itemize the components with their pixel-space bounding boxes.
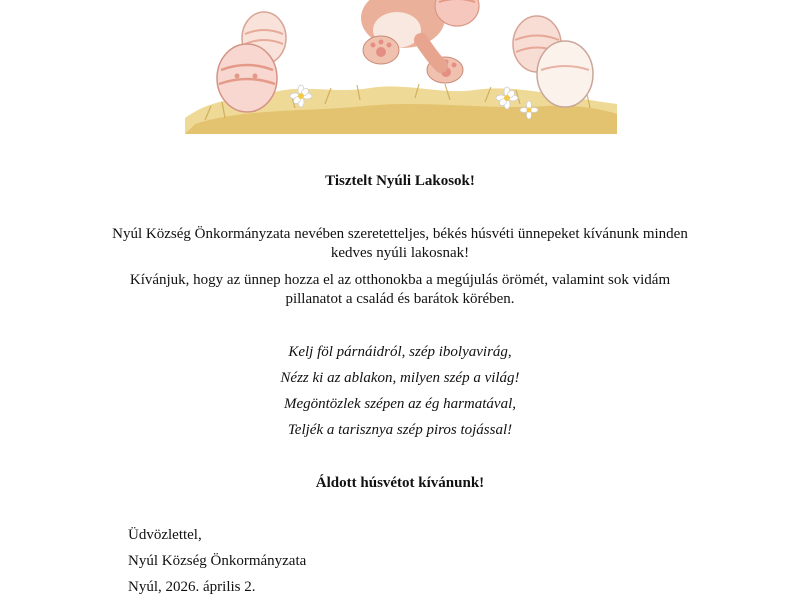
letter-paragraph-2: Kívánjuk, hogy az ünnep hozza el az otthonokba a megújulás örömét, valamint sok vidám pillanatot a család és barátok körében. — [129, 272, 671, 307]
easter-poem — [0, 343, 800, 447]
sender-name: Nyúl Község Önkormányzata — [128, 553, 307, 569]
poem-line: Nézz ki az ablakon, milyen szép a világ! — [280, 370, 520, 386]
closing-text: Üdvözlettel, — [128, 527, 202, 543]
easter-bunny-illustration — [185, 0, 617, 134]
place-and-date: Nyúl, 2026. április 2. — [128, 579, 256, 595]
poem-line: Megöntözlek szépen az ég harmatával, — [283, 396, 517, 412]
easter-illustration — [185, 0, 617, 134]
egg-icon — [537, 41, 593, 107]
poem-line: Teljék a tarisznya szép piros tojással! — [287, 422, 513, 438]
easter-blessing: Áldott húsvétot kívánunk! — [315, 475, 485, 491]
bunny-icon — [361, 0, 479, 83]
letter-signoff — [128, 526, 306, 604]
egg-icon — [217, 44, 277, 112]
letter-greeting: Tisztelt Nyúli Lakosok! — [325, 173, 475, 189]
letter-paragraph-1: Nyúl Község Önkormányzata nevében szeretetteljes, békés húsvéti ünnepeket kívánunk minden kedves nyúli lakosnak! — [112, 226, 688, 261]
poem-line: Kelj föl párnáidról, szép ibolyavirág, — [288, 344, 512, 360]
